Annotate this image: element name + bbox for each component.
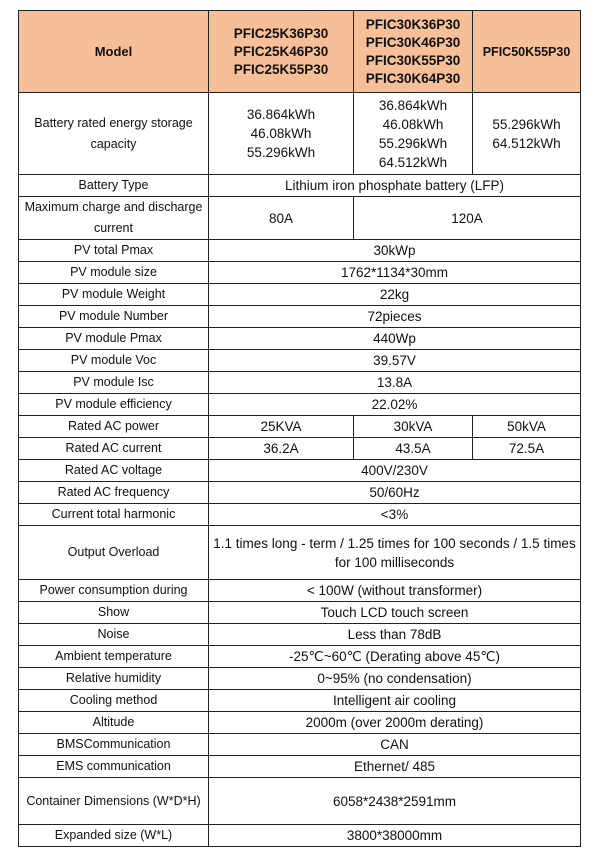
row-value: 400V/230V — [209, 460, 581, 482]
row-value: 39.57V — [209, 350, 581, 372]
row-label: Battery Type — [19, 175, 209, 197]
row-label: EMS communication — [19, 756, 209, 778]
row-value: 120A — [354, 197, 581, 240]
row-value: 6058*2438*2591mm — [209, 778, 581, 825]
ac-voltage-row — [19, 460, 581, 482]
row-label: Rated AC current — [19, 438, 209, 460]
row-label: PV module Weight — [19, 284, 209, 306]
row-value: <3% — [209, 504, 581, 526]
row-value: 22kg — [209, 284, 581, 306]
spec-table — [18, 10, 581, 847]
row-value: 3800*38000mm — [209, 825, 581, 847]
model-name: PFIC25K46P30 — [233, 43, 329, 59]
row-label: Rated AC voltage — [19, 460, 209, 482]
capacity-value: 55.296kWh — [378, 135, 448, 151]
row-label: Noise — [19, 624, 209, 646]
capacity-25k — [209, 93, 354, 175]
battery-type-row — [19, 175, 581, 197]
row-value: CAN — [209, 734, 581, 756]
row-value: 72pieces — [209, 306, 581, 328]
model-name: PFIC30K46P30 — [365, 34, 461, 50]
model-name: PFIC30K55P30 — [365, 52, 461, 68]
capacity-value: 46.08kWh — [382, 116, 444, 132]
power-consumption-row — [19, 580, 581, 602]
capacity-value: 64.512kWh — [492, 135, 561, 151]
row-label: Maximum charge and discharge current — [19, 197, 209, 240]
row-label: PV module efficiency — [19, 394, 209, 416]
pv-total-row — [19, 240, 581, 262]
model-label: Model — [19, 11, 209, 93]
pv-pmax-row — [19, 328, 581, 350]
row-label: Expanded size (W*L) — [19, 825, 209, 847]
capacity-value: 46.08kWh — [250, 126, 312, 141]
row-value: 43.5A — [354, 438, 473, 460]
row-label: Relative humidity — [19, 668, 209, 690]
model-name: PFIC50K55P30 — [482, 44, 571, 59]
row-value: 50kVA — [473, 416, 581, 438]
row-label: Power consumption during — [19, 580, 209, 602]
pv-voc-row — [19, 350, 581, 372]
row-label: Container Dimensions (W*D*H) — [19, 778, 209, 825]
row-value: -25℃~60℃ (Derating above 45℃) — [209, 646, 581, 668]
row-label: Rated AC frequency — [19, 482, 209, 504]
ac-freq-row — [19, 482, 581, 504]
row-value: Intelligent air cooling — [209, 690, 581, 712]
model-name: PFIC25K55P30 — [233, 61, 329, 77]
row-label: Show — [19, 602, 209, 624]
capacity-value: 64.512kWh — [378, 154, 448, 170]
row-value: 13.8A — [209, 372, 581, 394]
model-name: PFIC25K36P30 — [233, 25, 329, 41]
row-value: 440Wp — [209, 328, 581, 350]
capacity-30k — [354, 93, 473, 175]
altitude-row — [19, 712, 581, 734]
cooling-row — [19, 690, 581, 712]
row-value: 2000m (over 2000m derating) — [209, 712, 581, 734]
harmonic-row — [19, 504, 581, 526]
row-label: Ambient temperature — [19, 646, 209, 668]
capacity-value: 55.296kWh — [246, 145, 316, 160]
ac-current-row — [19, 438, 581, 460]
row-label: Cooling method — [19, 690, 209, 712]
capacity-value: 55.296kWh — [492, 116, 561, 132]
row-label: Altitude — [19, 712, 209, 734]
row-value: 30kVA — [354, 416, 473, 438]
noise-row — [19, 624, 581, 646]
model-group-25k — [209, 11, 354, 93]
row-label: Output Overload — [19, 526, 209, 580]
ambient-row — [19, 646, 581, 668]
row-label: PV total Pmax — [19, 240, 209, 262]
row-value: 0~95% (no condensation) — [209, 668, 581, 690]
ac-power-row — [19, 416, 581, 438]
model-name: PFIC30K36P30 — [365, 16, 461, 32]
row-label: PV module Isc — [19, 372, 209, 394]
row-label: BMSCommunication — [19, 734, 209, 756]
humidity-row — [19, 668, 581, 690]
row-value: Touch LCD touch screen — [209, 602, 581, 624]
row-label: PV module Number — [19, 306, 209, 328]
row-value: Lithium iron phosphate battery (LFP) — [209, 175, 581, 197]
ems-row — [19, 756, 581, 778]
row-value: 50/60Hz — [209, 482, 581, 504]
model-group-50k — [473, 11, 581, 93]
row-value: 22.02% — [209, 394, 581, 416]
max-current-row — [19, 197, 581, 240]
expanded-row — [19, 825, 581, 847]
row-value: 1762*1134*30mm — [209, 262, 581, 284]
overload-row — [19, 526, 581, 580]
pv-size-row — [19, 262, 581, 284]
row-label: PV module size — [19, 262, 209, 284]
show-row — [19, 602, 581, 624]
capacity-row — [19, 93, 581, 175]
row-label: Rated AC power — [19, 416, 209, 438]
row-label: PV module Pmax — [19, 328, 209, 350]
capacity-value: 36.864kWh — [246, 107, 316, 122]
container-row — [19, 778, 581, 825]
row-label: Current total harmonic — [19, 504, 209, 526]
capacity-label: Battery rated energy storage capacity — [19, 93, 209, 175]
row-value: Ethernet/ 485 — [209, 756, 581, 778]
row-value: 30kWp — [209, 240, 581, 262]
capacity-value: 36.864kWh — [378, 97, 448, 113]
pv-eff-row — [19, 394, 581, 416]
model-name: PFIC30K64P30 — [365, 70, 461, 86]
row-value: 36.2A — [209, 438, 354, 460]
model-row — [19, 11, 581, 93]
row-value: 1.1 times long - term / 1.25 times for 100 seconds / 1.5 times for 100 milliseconds — [209, 526, 581, 580]
bms-row — [19, 734, 581, 756]
pv-isc-row — [19, 372, 581, 394]
row-value: < 100W (without transformer) — [209, 580, 581, 602]
row-value: 80A — [209, 197, 354, 240]
row-value: Less than 78dB — [209, 624, 581, 646]
pv-number-row — [19, 306, 581, 328]
row-value: 25KVA — [209, 416, 354, 438]
pv-weight-row — [19, 284, 581, 306]
capacity-50k — [473, 93, 581, 175]
row-label: PV module Voc — [19, 350, 209, 372]
model-group-30k — [354, 11, 473, 93]
row-value: 72.5A — [473, 438, 581, 460]
